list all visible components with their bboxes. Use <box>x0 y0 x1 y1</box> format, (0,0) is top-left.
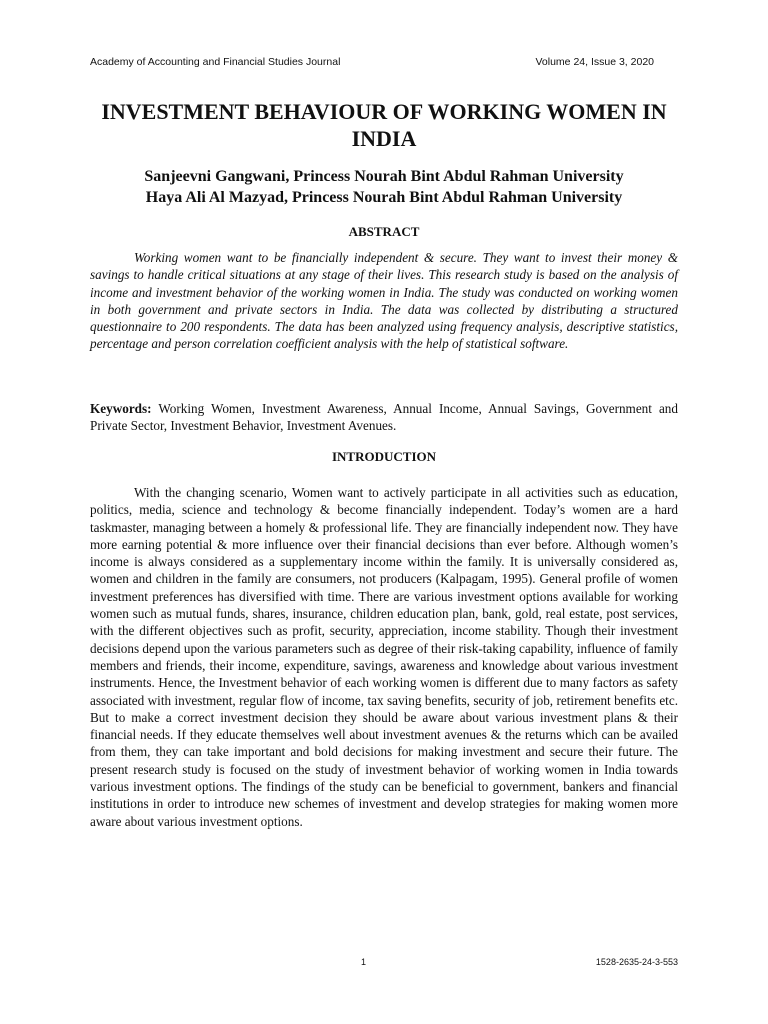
abstract-text: Working women want to be financially independent & secure. They want to invest their money & savings to handle critical situations at any stage of their lives. This research study is based on the analysis of income and investment behavior of the working women in India. The study was conducted on working women in both government and private sectors in India. The data was collected by distributing a structured questionnaire to 200 respondents. The data has been analyzed using frequency analysis, descriptive statistics, percentage and person correlation coefficient analysis with the help of statistical software. <box>90 250 678 352</box>
author-list <box>80 166 688 208</box>
running-header <box>90 56 654 68</box>
introduction-text: With the changing scenario, Women want to actively participate in all activities such as education, politics, media, science and technology & become financially independent. Today’s women are a hard taskmaster, managing between a homely & professional life. They are financially independent now. They have more earning potential & more influence over their financial decisions than ever before. Although women’s income is always considered as a supplementary income within the family. It is universally considered as, women and children in the family are consumers, not producers (Kalpagam, 1995). General profile of women investment preferences has diversified with time. There are various investment options available for working women such as mutual funds, shares, insurance, children education plan, bank, gold, real estate, post services, with the different objectives such as profit, security, appreciation, income stability. Though their investment decisions depend upon the various parameters such as degree of their risk-taking capability, influence of family members and friends, their income, expenditure, savings, awareness and knowledge about various investment instruments. Hence, the Investment behavior of each working women is different due to many factors as safety associated with investment, regular flow of income, tax saving benefits, security of job, retirement benefits etc. But to make a correct investment decision they should be aware about various investment plans & their financial needs. If they educate themselves well about investment avenues & the returns which can be availed from them, they can take important and bold decisions for making investment and secure their future. The present research study is focused on the study of investment behavior of working women in India towards various investment options. The findings of the study can be beneficial to government, bankers and financial institutions in order to introduce new schemes of investment and develop strategies for making women more aware about various investment options. <box>90 485 678 829</box>
keywords-label: Keywords: <box>90 401 152 416</box>
page-number: 1 <box>361 957 367 967</box>
introduction-heading: INTRODUCTION <box>331 449 436 464</box>
document-id: 1528-2635-24-3-553 <box>595 957 678 967</box>
keywords-text: Working Women, Investment Awareness, Annual Income, Annual Savings, Government and Private Sector, Investment Behavior, Investment Avenues. <box>90 401 678 434</box>
abstract-heading: ABSTRACT <box>348 224 420 239</box>
author-line: Haya Ali Al Mazyad, Princess Nourah Bint Abdul Rahman University <box>145 189 623 206</box>
paper-title: INVESTMENT BEHAVIOUR OF WORKING WOMEN IN INDIA <box>101 99 667 151</box>
keywords-paragraph <box>90 400 678 435</box>
journal-name: Academy of Accounting and Financial Studies Journal <box>90 56 341 68</box>
volume-issue: Volume 24, Issue 3, 2020 <box>535 56 654 68</box>
author-line: Sanjeevni Gangwani, Princess Nourah Bint Abdul Rahman University <box>144 168 624 185</box>
